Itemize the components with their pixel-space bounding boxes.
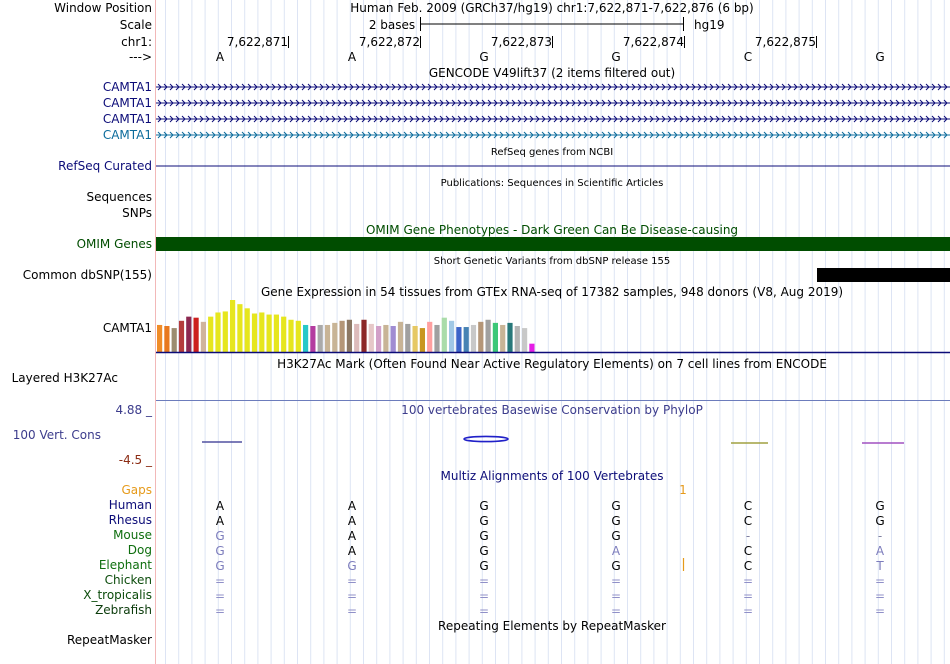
alignment-base-elephant: G <box>215 559 225 573</box>
base-3: G <box>479 50 489 64</box>
gtex-bar <box>281 317 286 352</box>
gtex-bar <box>442 318 447 352</box>
gaps-label[interactable]: Gaps <box>121 483 152 497</box>
gtex-bar <box>237 304 242 352</box>
alignment-base-rhesus: C <box>743 514 753 528</box>
species-label-dog[interactable]: Dog <box>127 543 152 557</box>
alignment-base-zebrafish: = <box>214 604 226 618</box>
base-2: A <box>347 50 357 64</box>
gtex-bar <box>434 325 439 352</box>
cons-label[interactable]: 100 Vert. Cons <box>12 428 101 442</box>
alignment-base-elephant: G <box>347 559 357 573</box>
gtex-bar <box>464 327 469 352</box>
gtex-bar <box>456 327 461 352</box>
gtex-bar <box>274 315 279 352</box>
track-labels-panel <box>0 0 156 664</box>
snps-label[interactable]: SNPs <box>122 206 152 220</box>
omim-bar <box>156 237 950 251</box>
alignment-base-chicken: = <box>346 574 358 588</box>
gtex-bar <box>186 317 191 352</box>
gencode-label-3[interactable]: CAMTA1 <box>102 112 152 126</box>
alignment-base-human: A <box>215 499 225 513</box>
alignment-base-chicken: = <box>214 574 226 588</box>
gtex-track-title: Gene Expression in 54 tissues from GTEx RNA-seq of 17382 samples, 948 donors (V8, Aug 2019) <box>260 285 844 299</box>
gtex-bar <box>332 323 337 352</box>
gaps-count: 1 <box>679 483 687 497</box>
alignment-base-dog: G <box>215 544 225 558</box>
strand-label: ---> <box>128 50 152 64</box>
alignment-base-dog: A <box>611 544 621 558</box>
alignment-base-x-tropicalis: = <box>610 589 622 603</box>
alignment-base-zebrafish: = <box>742 604 754 618</box>
gtex-bar <box>172 328 177 352</box>
gtex-bar <box>267 315 272 352</box>
gtex-bar <box>354 324 359 352</box>
base-6: G <box>875 50 885 64</box>
cons-max-label: 4.88 _ <box>115 403 152 417</box>
alignment-base-chicken: = <box>478 574 490 588</box>
gtex-bar <box>325 325 330 352</box>
base-5: C <box>743 50 753 64</box>
gtex-bar <box>252 314 257 352</box>
gtex-label[interactable]: CAMTA1 <box>102 321 152 335</box>
refseq-track-title: RefSeq genes from NCBI <box>490 147 614 158</box>
gtex-bar <box>201 322 206 352</box>
omim-label[interactable]: OMIM Genes <box>76 237 152 251</box>
gtex-bar <box>318 325 323 352</box>
gtex-bar <box>413 326 418 352</box>
alignment-base-mouse: A <box>347 529 357 543</box>
species-label-zebrafish[interactable]: Zebrafish <box>95 603 152 617</box>
alignment-base-x-tropicalis: = <box>742 589 754 603</box>
coord-label-2: 7,622,872 <box>358 35 420 49</box>
gencode-label-2[interactable]: CAMTA1 <box>102 96 152 110</box>
track-graphics[interactable] <box>156 0 950 664</box>
gtex-bar <box>208 317 213 352</box>
alignment-base-mouse: G <box>215 529 225 543</box>
species-label-human[interactable]: Human <box>108 498 152 512</box>
sequences-label[interactable]: Sequences <box>86 190 152 204</box>
dbsnp-variant-bar <box>817 268 950 282</box>
alignment-base-elephant: G <box>479 559 489 573</box>
gtex-bar <box>310 326 315 352</box>
gtex-bar <box>361 320 366 352</box>
gtex-bar <box>449 321 454 352</box>
gtex-bar <box>427 322 432 352</box>
repeatmasker-label[interactable]: RepeatMasker <box>66 633 152 647</box>
base-4: G <box>611 50 621 64</box>
alignment-base-elephant: T <box>876 559 884 573</box>
alignment-base-dog: A <box>875 544 885 558</box>
alignment-base-x-tropicalis: = <box>346 589 358 603</box>
omim-track-title: OMIM Gene Phenotypes - Dark Green Can Be Disease-causing <box>365 223 739 237</box>
gtex-bar <box>303 325 308 352</box>
gtex-bar <box>164 326 169 352</box>
gtex-bar <box>398 322 403 352</box>
alignment-base-human: G <box>875 499 885 513</box>
assembly-label: hg19 <box>694 18 725 32</box>
alignment-base-chicken: = <box>874 574 886 588</box>
alignment-base-mouse: G <box>479 529 489 543</box>
gtex-bar <box>259 312 264 352</box>
gtex-bar <box>471 325 476 352</box>
alignment-base-x-tropicalis: = <box>214 589 226 603</box>
alignment-base-dog: C <box>743 544 753 558</box>
gtex-bar <box>500 325 505 352</box>
scale-text: 2 bases <box>368 18 416 32</box>
gtex-bar <box>179 321 184 352</box>
gtex-bar <box>376 326 381 352</box>
species-label-chicken[interactable]: Chicken <box>104 573 152 587</box>
gtex-bar <box>347 320 352 352</box>
alignment-base-zebrafish: = <box>478 604 490 618</box>
alignment-base-chicken: = <box>742 574 754 588</box>
alignment-base-zebrafish: = <box>346 604 358 618</box>
dbsnp-label[interactable]: Common dbSNP(155) <box>22 268 152 282</box>
alignment-base-human: A <box>347 499 357 513</box>
species-label-x-tropicalis[interactable]: X_tropicalis <box>83 588 152 602</box>
alignment-base-rhesus: G <box>611 514 621 528</box>
gtex-bar <box>245 308 250 352</box>
alignment-base-elephant: C <box>743 559 753 573</box>
gencode-label-1[interactable]: CAMTA1 <box>102 80 152 94</box>
gtex-bar <box>383 325 388 352</box>
gtex-bar <box>515 326 520 352</box>
gtex-bar <box>507 323 512 352</box>
coord-label-1: 7,622,871 <box>226 35 288 49</box>
phylop-track-title: 100 vertebrates Basewise Conservation by PhyloP <box>401 403 703 417</box>
gtex-bar <box>157 325 162 352</box>
alignment-base-chicken: = <box>610 574 622 588</box>
h3k27ac-label[interactable]: Layered H3K27Ac <box>11 371 118 385</box>
coord-label-4: 7,622,874 <box>622 35 684 49</box>
h3k27ac-track-title: H3K27Ac Mark (Often Found Near Active Regulatory Elements) on 7 cell lines from ENCODE <box>277 357 827 371</box>
gtex-bar <box>486 320 491 352</box>
alignment-base-rhesus: A <box>347 514 357 528</box>
alignment-base-mouse: - <box>745 529 751 543</box>
gtex-bar <box>391 326 396 352</box>
alignment-base-rhesus: G <box>479 514 489 528</box>
gtex-bar <box>230 300 235 352</box>
alignment-base-mouse: G <box>611 529 621 543</box>
alignment-base-zebrafish: = <box>874 604 886 618</box>
gtex-bar <box>420 328 425 352</box>
gtex-bar <box>369 324 374 352</box>
gtex-bar <box>493 323 498 352</box>
alignment-base-x-tropicalis: = <box>478 589 490 603</box>
gtex-bar <box>478 322 483 352</box>
dbsnp-track-title: Short Genetic Variants from dbSNP release 155 <box>433 256 671 267</box>
alignment-base-human: C <box>743 499 753 513</box>
gtex-bar <box>522 328 527 352</box>
gtex-bar <box>215 312 220 352</box>
gtex-bar <box>296 321 301 352</box>
window-position-label: Window Position <box>54 1 152 15</box>
coord-label-3: 7,622,873 <box>490 35 552 49</box>
base-1: A <box>215 50 225 64</box>
phylop-mark-2 <box>464 436 508 441</box>
position-header: Human Feb. 2009 (GRCh37/hg19) chr1:7,622,871-7,622,876 (6 bp) <box>350 1 754 15</box>
alignment-base-mouse: - <box>877 529 883 543</box>
gtex-bar <box>223 311 228 352</box>
alignment-base-dog: A <box>347 544 357 558</box>
repeatmasker-track-title: Repeating Elements by RepeatMasker <box>438 619 666 633</box>
refseq-label[interactable]: RefSeq Curated <box>58 159 152 173</box>
alignment-base-dog: G <box>479 544 489 558</box>
alignment-base-rhesus: G <box>875 514 885 528</box>
species-label-mouse[interactable]: Mouse <box>113 528 152 542</box>
alignment-base-rhesus: A <box>215 514 225 528</box>
gtex-bar <box>194 318 199 352</box>
gencode-label-4[interactable]: CAMTA1 <box>102 128 152 142</box>
cons-min-label: -4.5 _ <box>118 453 152 467</box>
genome-browser-image[interactable] <box>156 0 950 664</box>
alignment-base-zebrafish: = <box>610 604 622 618</box>
gtex-bar <box>529 344 534 352</box>
publications-track-title: Publications: Sequences in Scientific Articles <box>440 178 664 189</box>
chrom-label: chr1: <box>121 35 152 49</box>
alignment-base-elephant: G <box>611 559 621 573</box>
gtex-bar <box>405 324 410 352</box>
gtex-bar <box>288 320 293 352</box>
species-label-rhesus[interactable]: Rhesus <box>108 513 152 527</box>
gencode-track-title: GENCODE V49lift37 (2 items filtered out) <box>428 66 676 80</box>
alignment-base-human: G <box>611 499 621 513</box>
alignment-base-x-tropicalis: = <box>874 589 886 603</box>
gtex-bar <box>340 321 345 352</box>
coord-label-5: 7,622,875 <box>754 35 816 49</box>
alignment-base-human: G <box>479 499 489 513</box>
species-label-elephant[interactable]: Elephant <box>98 558 152 572</box>
scale-label: Scale <box>119 18 152 32</box>
multiz-track-title: Multiz Alignments of 100 Vertebrates <box>440 469 664 483</box>
